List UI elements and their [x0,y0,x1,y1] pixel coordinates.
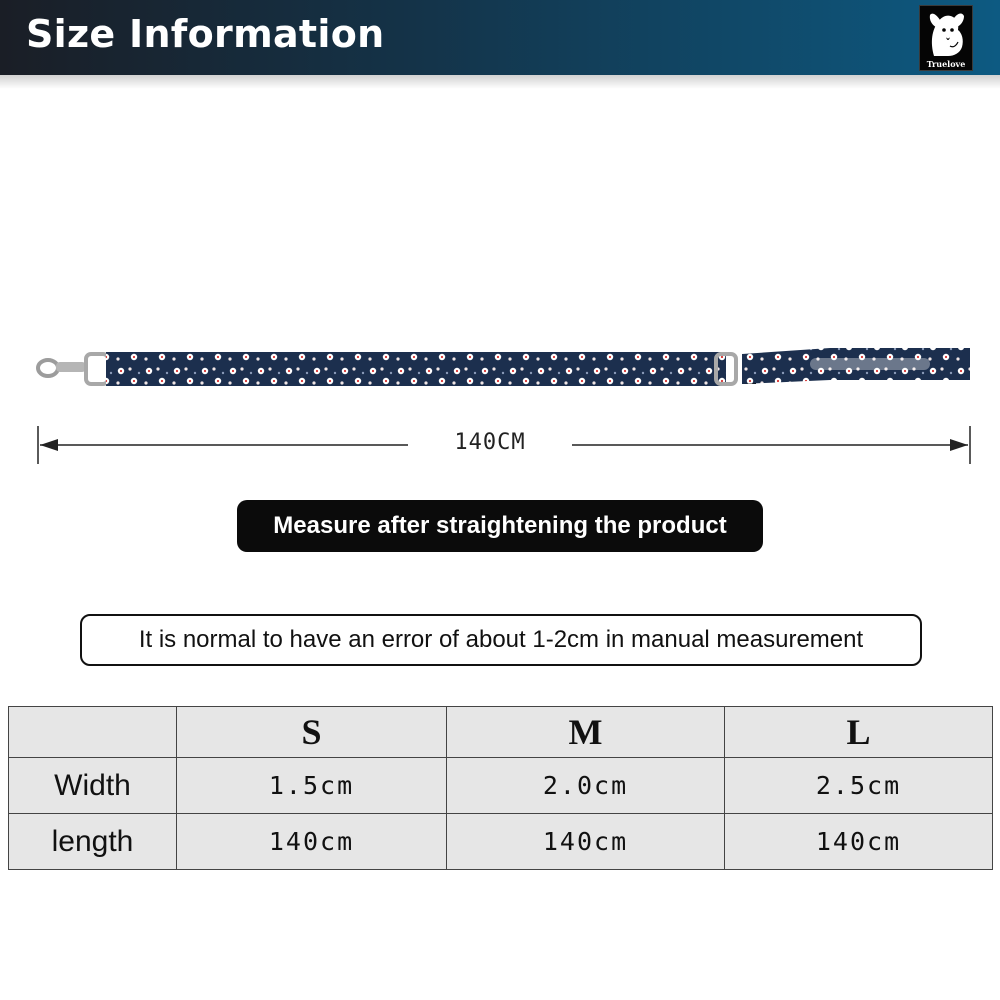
measure-note: Measure after straightening the product [237,500,763,552]
leash-image [30,340,980,400]
width-s-cell: 1.5cm [177,758,447,814]
table-row [9,758,993,814]
size-table [8,706,993,870]
table-row [9,814,993,870]
length-s-cell: 140cm [177,814,447,870]
length-l-cell: 140cm [725,814,993,870]
header-shadow [0,75,1000,89]
header-cell-empty [9,707,177,758]
header-cell-s: S [177,707,447,758]
header-banner [0,0,1000,75]
width-l-cell: 2.5cm [725,758,993,814]
brand-logo [919,5,973,71]
header-cell-m: M [447,707,725,758]
logo-text: Truelove [926,59,966,69]
row-label-length: length [9,814,177,870]
page-title: Size Information [26,12,385,56]
width-m-cell: 2.0cm [447,758,725,814]
row-label-width: Width [9,758,177,814]
dimension-label: 140CM [454,430,526,455]
dog-silhouette-icon [920,6,972,60]
table-header-row [9,707,993,758]
length-m-cell: 140cm [447,814,725,870]
error-note: It is normal to have an error of about 1-2cm in manual measurement [80,614,922,666]
snap-hook-icon [38,354,108,384]
header-cell-l: L [725,707,993,758]
